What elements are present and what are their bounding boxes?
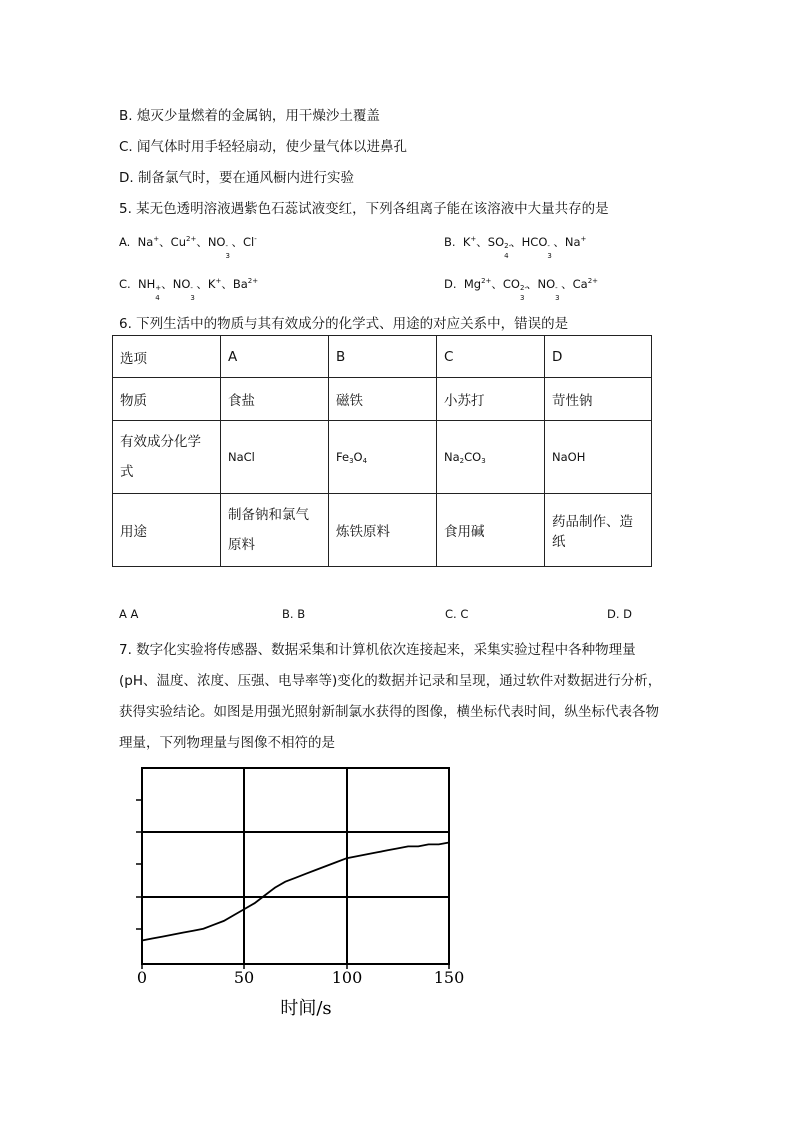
- x-tick-label: 50: [233, 968, 255, 987]
- x-tick-label: 150: [433, 968, 465, 987]
- series-line: [142, 843, 449, 941]
- table-cell: A: [221, 336, 329, 378]
- question-6: 6. 下列生活中的物质与其有效成分的化学式、用途的对应关系中，错误的是: [119, 316, 569, 332]
- question-7-line-4: 理量，下列物理量与图像不相符的是: [119, 735, 335, 751]
- table-cell: 用途: [113, 494, 221, 567]
- x-tick-label: 0: [136, 968, 148, 987]
- table-cell: 磁铁: [329, 378, 437, 421]
- table-cell: 物质: [113, 378, 221, 421]
- table-cell: B: [329, 336, 437, 378]
- q5-option-d: D. $Mg^{2+}$、CO 2- 3 、NO - 3 、$Ca^{2+}$: [444, 277, 599, 302]
- table-cell: $Na_2CO_3$: [437, 421, 545, 494]
- q6-table: [112, 335, 652, 567]
- question-7-line-1: 7. 数字化实验将传感器、数据采集和计算机依次连接起来，采集实验过程中各种物理量: [119, 642, 636, 658]
- x-tick-label: 100: [331, 968, 363, 987]
- table-row: [113, 336, 652, 378]
- table-row: [113, 421, 652, 494]
- table-cell: NaCl: [221, 421, 329, 494]
- table-cell: 苛性钠: [545, 378, 652, 421]
- plot-frame: [142, 768, 449, 964]
- table-cell: 食盐: [221, 378, 329, 421]
- q5-option-a: A. Na+、$Cu^{2+}$、NO - 3 、Cl-: [119, 235, 257, 260]
- table-row: [113, 378, 652, 421]
- table-cell: $Fe_3O_4$: [329, 421, 437, 494]
- x-axis-label: 时间/s: [280, 998, 332, 1019]
- q6-answer-c: C. C: [445, 607, 469, 621]
- option-b-text: B. 熄灭少量燃着的金属钠，用干燥沙土覆盖: [119, 108, 380, 124]
- q5-option-c: C. NH + 4 、NO - 3 、K+、$Ba^{2+}$: [119, 277, 259, 302]
- table-cell: 药品制作、造纸: [545, 494, 652, 567]
- option-c-text: C. 闻气体时用手轻轻扇动，使少量气体以进鼻孔: [119, 139, 408, 155]
- question-5: 5. 某无色透明溶液遇紫色石蕊试液变红，下列各组离子能在该溶液中大量共存的是: [119, 201, 609, 217]
- table-cell: 制备钠和氯气 原料: [221, 494, 329, 567]
- table-cell: C: [437, 336, 545, 378]
- q5-option-b: B. K+、SO 2- 4 、HCO - 3 、Na+: [444, 235, 587, 260]
- table-cell: 有效成分化学 式: [113, 421, 221, 494]
- question-7-line-3: 获得实验结论。如图是用强光照射新制氯水获得的图像，横坐标代表时间，纵坐标代表各物: [119, 704, 659, 720]
- table-row: [113, 494, 652, 567]
- q6-answer-b: B. B: [282, 607, 306, 621]
- q6-answer-d: D. D: [607, 607, 633, 621]
- table-cell: 选项: [113, 336, 221, 378]
- question-7-line-2: (pH、温度、浓度、压强、电导率等)变化的数据并记录和呈现，通过软件对数据进行分析，: [119, 673, 662, 689]
- table-cell: 炼铁原料: [329, 494, 437, 567]
- option-d-text: D. 制备氯气时，要在通风橱内进行实验: [119, 170, 354, 186]
- table-cell: 食用碱: [437, 494, 545, 567]
- table-cell: D: [545, 336, 652, 378]
- q6-answer-a: A A: [119, 607, 139, 621]
- table-cell: 小苏打: [437, 378, 545, 421]
- table-cell: NaOH: [545, 421, 652, 494]
